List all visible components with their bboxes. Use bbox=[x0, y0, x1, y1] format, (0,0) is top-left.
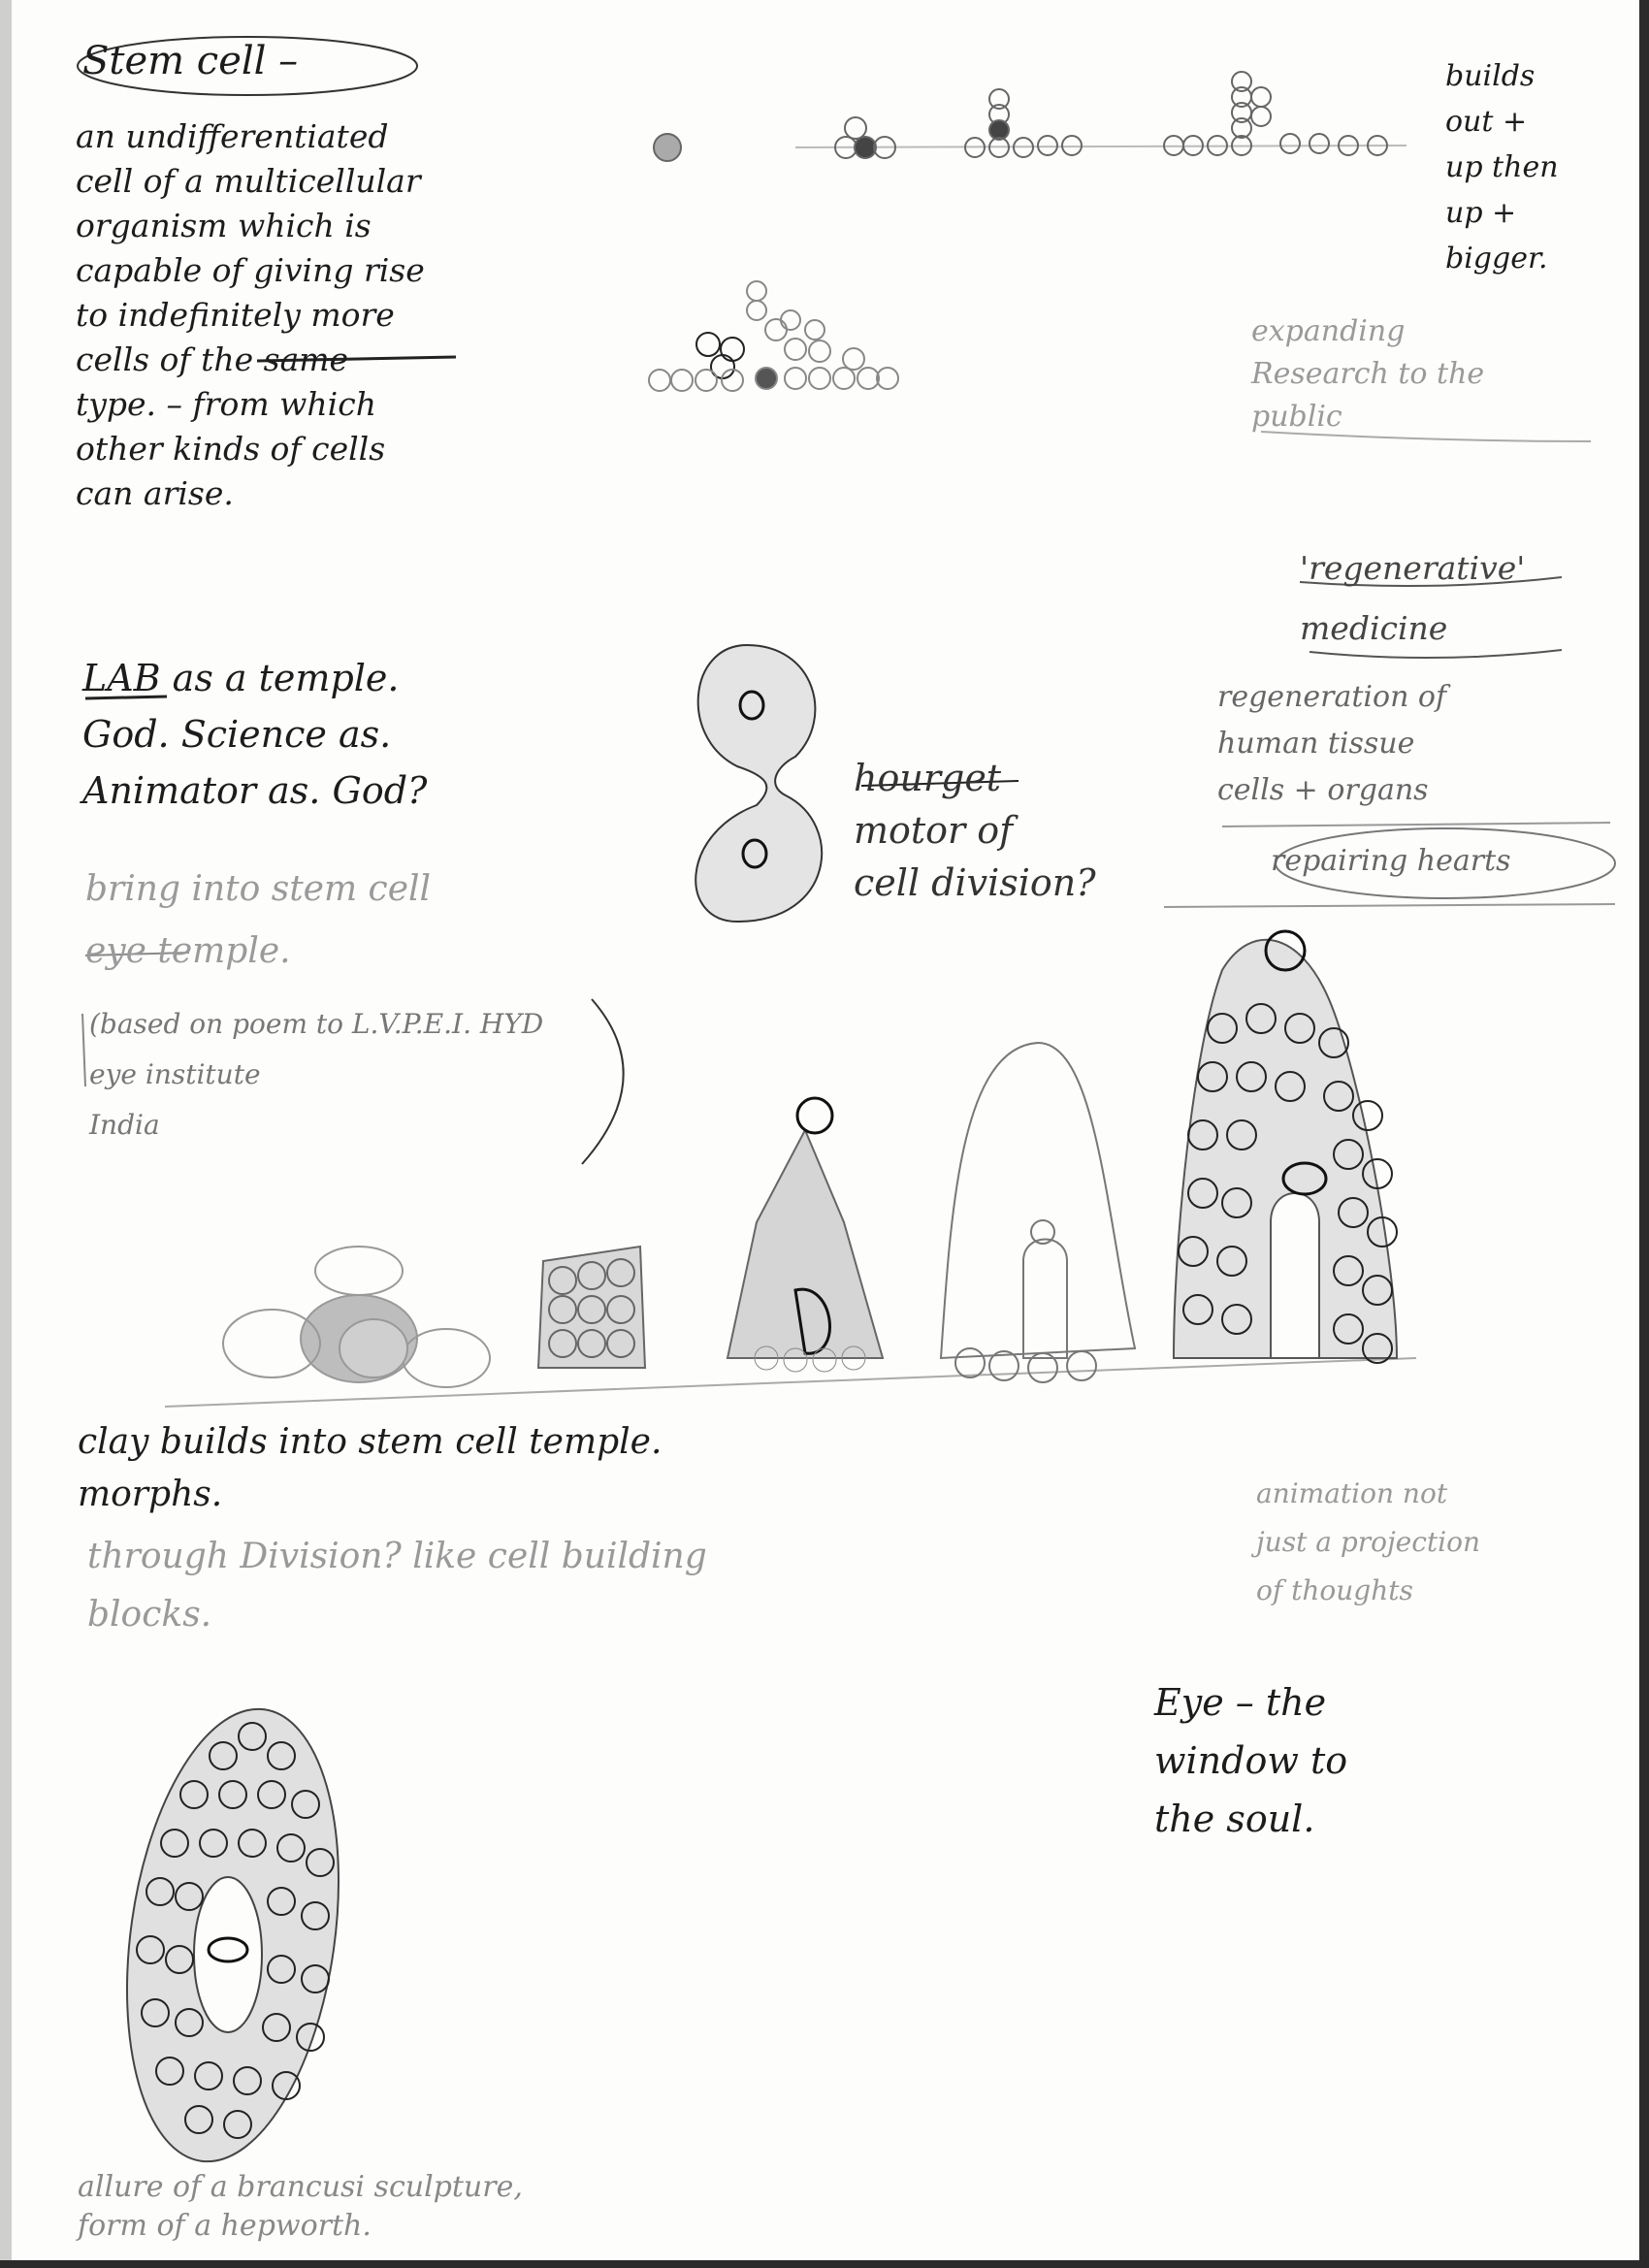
regenerative-medicine-note: 'regenerative' medicine bbox=[1300, 549, 1526, 647]
lab-temple-note: LAB as a temple. God. Science as. Animator as. God? bbox=[82, 657, 428, 812]
expanding-research-note: expanding Research to the public bbox=[1251, 314, 1485, 434]
repairing-hearts-note: repairing hearts bbox=[1271, 844, 1511, 878]
cell-block-sketch bbox=[538, 1247, 645, 1368]
clay-builds-note: clay builds into stem cell temple. morphs. bbox=[78, 1422, 663, 1514]
builds-out-note: builds out + up then up + bigger. bbox=[1445, 59, 1559, 275]
rule-under-organs bbox=[1222, 823, 1610, 826]
stem-cell-definition: an undifferentiated cell of a multicellular organism which is capable of giving rise to indefinitely more cells of the same type. – from which other kinds of cells can arise. bbox=[76, 117, 425, 512]
cell-growth-sequence bbox=[654, 72, 1406, 161]
regeneration-note: regeneration of human tissue cells + organs bbox=[1217, 680, 1447, 807]
poem-bracket bbox=[582, 999, 624, 1164]
hourglass-division-note: hourget motor of cell division? bbox=[854, 757, 1096, 904]
bring-into-temple-note: bring into stem cell eye temple. bbox=[85, 869, 432, 971]
poem-bracket-left bbox=[82, 1014, 85, 1086]
pyramid-cell-cluster bbox=[649, 281, 898, 391]
poem-note: (based on poem to L.V.P.E.I. HYD eye institute India bbox=[89, 1008, 544, 1141]
brancusi-note: allure of a brancusi sculpture, form of a hepworth. bbox=[78, 2170, 523, 2243]
cone-temple-sketch bbox=[728, 1098, 883, 1372]
eye-window-note: Eye – the window to the soul. bbox=[1154, 1681, 1348, 1840]
arch-temple-sketch bbox=[941, 1043, 1135, 1382]
rule-under-hearts bbox=[1164, 904, 1615, 907]
oval-cell-sculpture-sketch bbox=[100, 1696, 365, 2176]
through-division-note: through Division? like cell building blocks. bbox=[87, 1537, 707, 1635]
stem-cell-title: Stem cell – bbox=[82, 39, 299, 83]
cell-temple-large-sketch bbox=[1174, 931, 1397, 1363]
animation-note: animation not just a projection of thoughts bbox=[1256, 1477, 1481, 1606]
clay-lump-sketch bbox=[223, 1247, 490, 1387]
dividing-cell-hourglass bbox=[695, 645, 822, 922]
